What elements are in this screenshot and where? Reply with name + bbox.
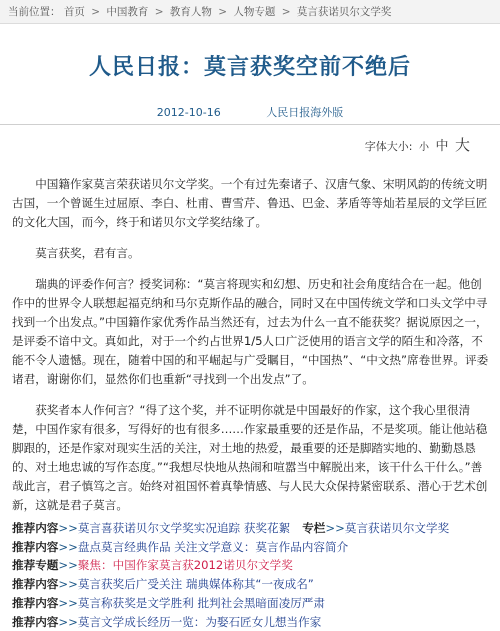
recommendation-link[interactable]: 盘点莫言经典作品 关注文学意义：莫言作品内容简介	[77, 539, 349, 554]
recommendation-arrow: >>	[58, 558, 78, 573]
recommendation-label: 推荐内容	[12, 521, 59, 535]
font-size-label: 字体大小:	[364, 140, 413, 153]
column-link[interactable]: 莫言获诺贝尔文学奖	[344, 521, 450, 535]
breadcrumb-education-people[interactable]: 教育人物	[169, 6, 212, 18]
recommendation-arrow: >>	[58, 539, 78, 554]
recommendation-row	[12, 594, 494, 613]
breadcrumb-separator: >	[154, 6, 164, 18]
article-paragraph: 瑞典的评委作何言？授奖词称：“莫言将现实和幻想、历史和社会角度结合在一起。他创作中的世界令人联想起福克纳和马尔克斯作品的融合，同时又在中国传统文学和口头文学中寻找到一个出发点。”中国籍作家优秀作品当然还有，过去为什么一直不能获奖？据说原因之一，是评委不谙中文。真如此，对于一个约占世界1/5人口广泛使用的语言文学的陌生和冷落，不能不令人遗憾。现在，随着中国的和平崛起与广受瞩目，“中国热”、“中文热”席卷世界。评委诸君，谢谢你们，显然你们也重新“寻找到一个出发点”了。	[12, 277, 489, 386]
breadcrumb-prefix: 当前位置：	[8, 6, 61, 18]
recommendation-label: 推荐内容	[12, 577, 59, 592]
font-size-large-button[interactable]: 大	[454, 136, 470, 154]
recommendation-link[interactable]: 莫言获奖后广受关注 瑞典媒体称其“一夜成名”	[77, 577, 314, 592]
recommendation-link[interactable]: 莫言喜获诺贝尔文学奖实况追踪 获奖花絮	[77, 521, 291, 535]
recommendation-arrow: >>	[58, 577, 78, 592]
breadcrumb-separator: >	[218, 6, 227, 18]
breadcrumb	[0, 0, 500, 24]
recommendation-arrow: >>	[58, 521, 78, 535]
breadcrumb-separator: >	[281, 6, 291, 18]
recommendation-row	[12, 538, 494, 557]
article-paragraph: 中国籍作家莫言荣获诺贝尔文学奖。一个有过先秦诸子、汉唐气象、宋明风韵的传统文明古国，一个曾诞生过屈原、李白、杜甫、曹雪芹、鲁迅、巴金、茅盾等等灿若星辰的文学巨匠的文化大国，而今，终于和诺贝尔文学奖结缘了。	[12, 177, 488, 229]
article-paragraph: 莫言获奖，君有言。	[35, 246, 140, 260]
recommendation-link[interactable]: 莫言称获奖是文学胜利 批判社会黑暗面凌厉严肃	[77, 595, 325, 610]
article-date: 2012-10-16	[156, 106, 221, 119]
breadcrumb-separator: >	[91, 6, 100, 18]
breadcrumb-china-education[interactable]: 中国教育	[106, 6, 149, 18]
recommendation-label: 推荐内容	[12, 595, 59, 610]
recommendation-arrow: >>	[58, 614, 78, 629]
column-label: 专栏	[302, 521, 326, 535]
article-meta	[0, 104, 500, 120]
recommendation-label: 推荐专题	[12, 558, 59, 573]
recommendation-row	[12, 519, 494, 538]
article-title: 人民日报：莫言获奖空前不绝后	[88, 55, 411, 80]
recommendation-label: 推荐内容	[12, 614, 59, 629]
title-divider	[0, 124, 500, 125]
font-size-small-button[interactable]: 小	[418, 142, 429, 153]
topic-link[interactable]: 聚焦：中国作家莫言获2012诺贝尔文学奖	[77, 558, 293, 573]
breadcrumb-home[interactable]: 首页	[63, 6, 85, 18]
recommendation-link[interactable]: 莫言文学成长经历一览：为娶石匠女儿想当作家	[77, 614, 322, 629]
breadcrumb-current-topic[interactable]: 莫言获诺贝尔文学奖	[296, 6, 392, 18]
recommendation-list	[12, 519, 494, 631]
font-size-medium-button[interactable]: 中	[435, 139, 449, 154]
font-size-control	[365, 134, 470, 155]
recommendation-row	[12, 613, 494, 631]
recommendation-arrow: >>	[325, 521, 345, 535]
article-source: 人民日报海外版	[266, 106, 344, 119]
article-body	[12, 175, 492, 527]
recommendation-row	[12, 556, 494, 575]
recommendation-arrow: >>	[58, 595, 78, 610]
breadcrumb-people-topics[interactable]: 人物专题	[233, 6, 276, 18]
recommendation-row	[12, 575, 494, 594]
recommendation-label: 推荐内容	[12, 539, 59, 554]
article-paragraph: 获奖者本人作何言？“得了这个奖，并不证明你就是中国最好的作家，这个我心里很清楚，中国作家有很多，写得好的也有很多……作家最重要的还是作品，不是奖项。能让他站稳脚跟的，还是作家对现实生活的关注，对土地的热爱，最重要的还是脚踏实地的、勤勤恳恳的、对土地忠诚的写作态度。”“我想尽快地从热闹和喧嚣当中解脱出来，该干什么干什么。”善哉此言，君子慎笃之言。始终对祖国怀着真挚情感、与人民大众保持紧密联系、潜心于艺术创新，这就是君子莫言。	[12, 403, 488, 512]
